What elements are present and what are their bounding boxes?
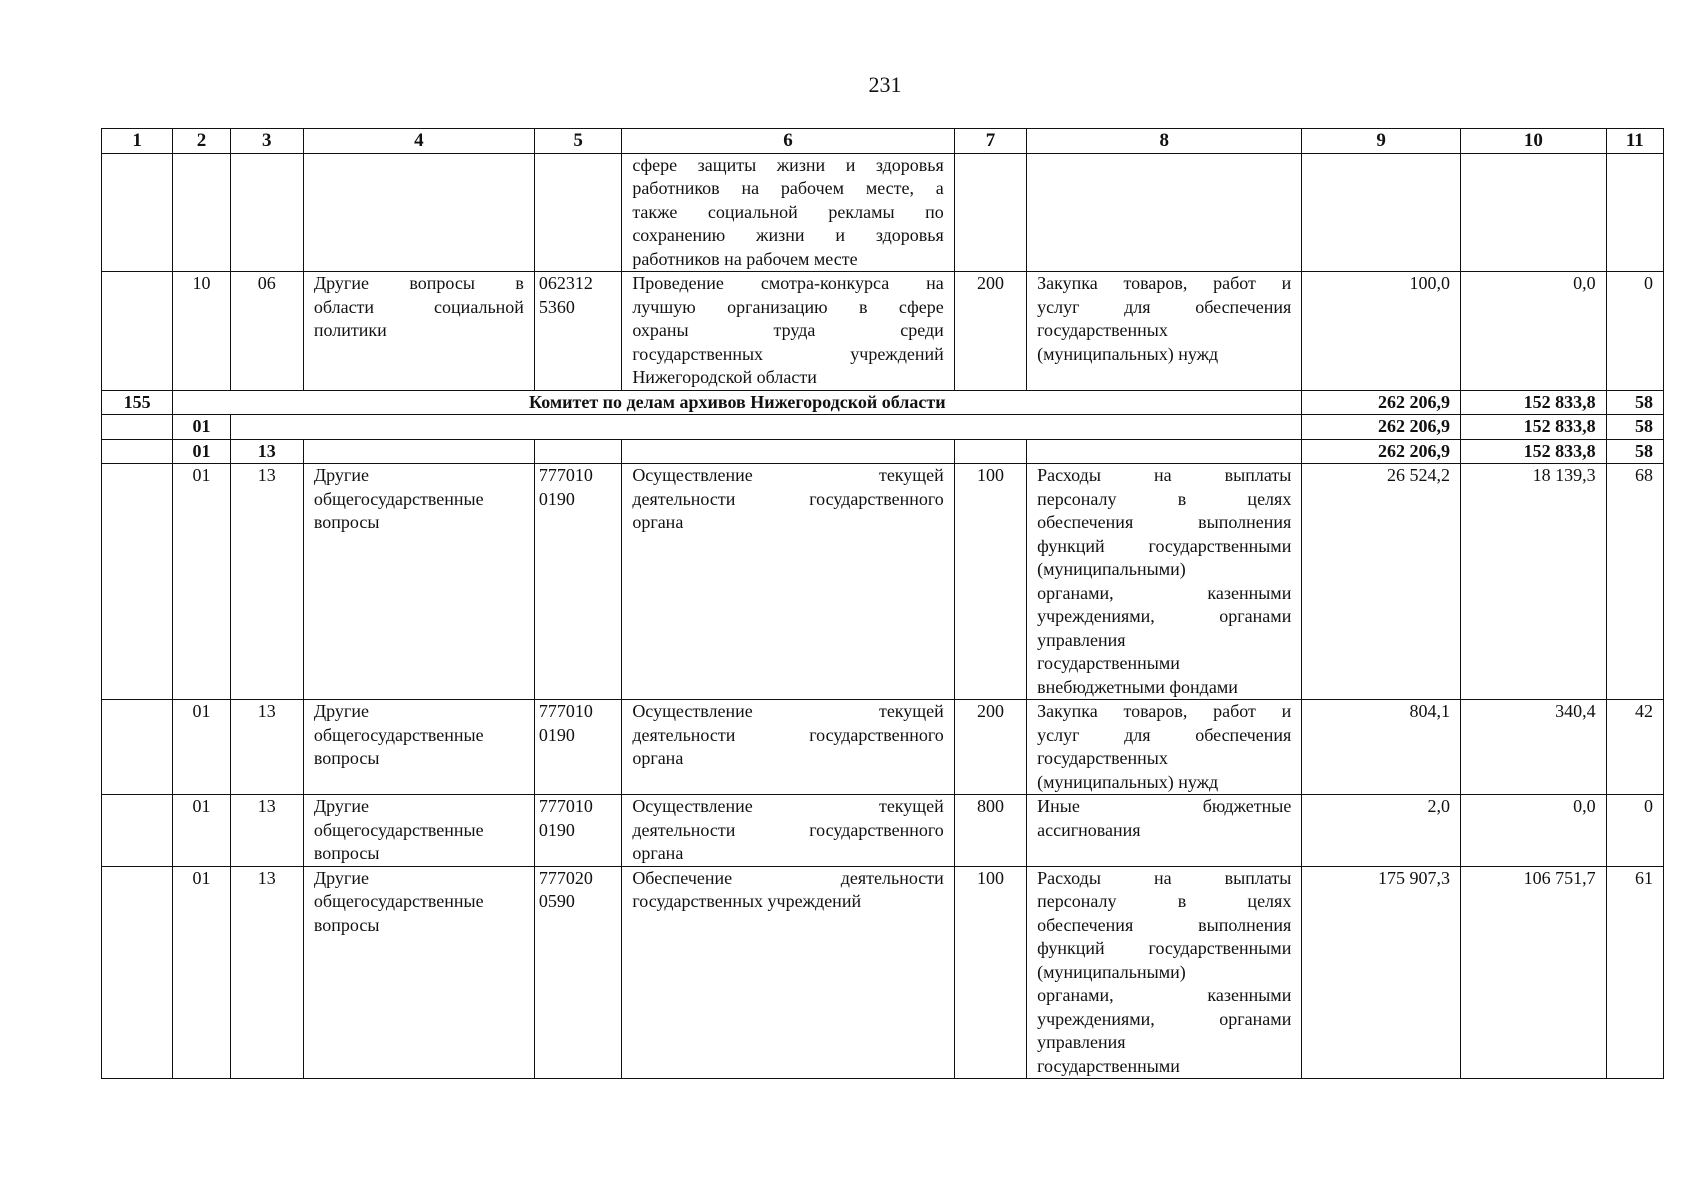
- section-total-row: [102, 415, 1664, 440]
- column-header: 3: [230, 129, 303, 154]
- text-line: (муниципальных) нужд: [1037, 343, 1219, 364]
- target-code-cell: [534, 866, 621, 1079]
- text-line: Расходы на выплаты: [1037, 867, 1292, 888]
- section-name-cell: [303, 795, 534, 867]
- executed-amount: 18 139,3: [1461, 464, 1607, 700]
- text-line: области социальной: [313, 296, 524, 317]
- description-cell: [622, 272, 954, 391]
- text-line: обеспечения выполнения: [1037, 914, 1292, 935]
- execution-percent: 61: [1606, 866, 1663, 1079]
- text-line: государственных: [1037, 748, 1168, 768]
- table-row: [102, 464, 1664, 700]
- executed-amount: 106 751,7: [1461, 866, 1607, 1079]
- section-code: 01: [173, 464, 230, 700]
- department-code: 155: [102, 390, 173, 415]
- text-line: вопросы: [313, 512, 380, 532]
- target-code-cell: [534, 795, 621, 867]
- column-header: 6: [622, 129, 954, 154]
- text-line: государственными: [1037, 653, 1180, 673]
- text-line: вопросы: [313, 914, 380, 935]
- text-line: охраны труда среди: [632, 320, 944, 340]
- text-line: внебюджетными фондами: [1037, 676, 1238, 697]
- page-number: 231: [868, 72, 902, 97]
- section-name-cell: [303, 464, 534, 700]
- text-line: лучшую организацию в сфере: [632, 296, 944, 317]
- department-row: [102, 390, 1664, 415]
- expense-type-code: 800: [954, 795, 1026, 867]
- executed-amount: 152 833,8: [1461, 415, 1607, 440]
- table-row: [102, 700, 1664, 795]
- expense-type-code: 200: [954, 272, 1026, 391]
- text-line: персоналу в целях: [1037, 488, 1292, 509]
- subsection-code: 13: [230, 464, 303, 700]
- text-line: Другие: [313, 465, 369, 485]
- section-code: 10: [173, 272, 230, 391]
- text-line: общегосударственные: [313, 819, 484, 840]
- planned-amount: 175 907,3: [1302, 866, 1461, 1079]
- target-code-cell: [534, 700, 621, 795]
- text-line: услуг для обеспечения: [1037, 724, 1292, 745]
- execution-percent: 58: [1606, 390, 1663, 415]
- execution-percent: 42: [1606, 700, 1663, 795]
- text-line: 777010: [538, 701, 593, 721]
- text-line: Другие вопросы в: [313, 273, 524, 293]
- execution-percent: 0: [1606, 795, 1663, 867]
- text-line: персоналу в целях: [1037, 891, 1292, 911]
- planned-amount: 804,1: [1302, 700, 1461, 795]
- text-line: сфере защиты жизни и здоровья: [632, 154, 944, 175]
- table-header-row: [102, 129, 1664, 154]
- text-line: 777020: [538, 867, 593, 888]
- description-cell: [622, 795, 954, 867]
- section-code: 01: [173, 415, 230, 440]
- description-cell: [622, 464, 954, 700]
- subsection-code: 13: [230, 439, 303, 464]
- section-code: 01: [173, 439, 230, 464]
- executed-amount: 152 833,8: [1461, 439, 1607, 464]
- text-line: функций государственными: [1037, 535, 1292, 556]
- budget-table: [101, 128, 1664, 1079]
- text-line: 777010: [538, 465, 593, 485]
- section-name-cell: [303, 866, 534, 1079]
- text-line: Осуществление текущей: [632, 465, 944, 485]
- section-name-cell: [303, 272, 534, 391]
- text-line: Осуществление текущей: [632, 796, 944, 816]
- column-header: 9: [1302, 129, 1461, 154]
- target-code-cell: [534, 272, 621, 391]
- column-header: 1: [102, 129, 173, 154]
- department-title: Комитет по делам архивов Нижегородской области: [173, 390, 1302, 415]
- text-line: сохранению жизни и здоровья: [632, 225, 944, 245]
- text-line: также социальной рекламы по: [632, 201, 944, 222]
- text-line: государственных учреждений: [632, 891, 862, 911]
- text-line: государственных: [1037, 320, 1168, 340]
- text-line: органа: [632, 748, 684, 768]
- subsection-total-row: [102, 439, 1664, 464]
- description-cell: [622, 153, 954, 272]
- section-code: 01: [173, 866, 230, 1079]
- text-line: политики: [313, 320, 387, 340]
- text-line: 0190: [538, 724, 575, 745]
- table-row: [102, 866, 1664, 1079]
- text-line: органа: [632, 843, 684, 863]
- text-line: общегосударственные: [313, 891, 484, 911]
- execution-percent: 58: [1606, 415, 1663, 440]
- column-header: 5: [534, 129, 621, 154]
- text-line: работников на рабочем месте: [632, 248, 858, 269]
- text-line: Осуществление текущей: [632, 701, 944, 721]
- text-line: Иные бюджетные: [1037, 796, 1292, 816]
- text-line: общегосударственные: [313, 724, 484, 745]
- column-header: 8: [1027, 129, 1302, 154]
- expense-type-name-cell: [1027, 866, 1302, 1079]
- text-line: 062312: [538, 273, 593, 293]
- text-line: органа: [632, 512, 684, 532]
- table-row: [102, 272, 1664, 391]
- text-line: обеспечения выполнения: [1037, 512, 1292, 532]
- text-line: Закупка товаров, работ и: [1037, 701, 1292, 721]
- table-row: [102, 795, 1664, 867]
- text-line: деятельности государственного: [632, 724, 944, 745]
- column-header: 10: [1461, 129, 1607, 154]
- text-line: (муниципальных) нужд: [1037, 771, 1219, 792]
- expense-type-name-cell: [1027, 272, 1302, 391]
- expense-type-name-cell: [1027, 464, 1302, 700]
- text-line: Другие: [313, 796, 369, 816]
- text-line: Нижегородской области: [632, 367, 817, 387]
- text-line: 5360: [538, 296, 575, 317]
- subsection-code: 13: [230, 700, 303, 795]
- subsection-code: 13: [230, 866, 303, 1079]
- planned-amount: 2,0: [1302, 795, 1461, 867]
- text-line: общегосударственные: [313, 488, 484, 509]
- executed-amount: 0,0: [1461, 272, 1607, 391]
- planned-amount: 26 524,2: [1302, 464, 1461, 700]
- table-row: [102, 153, 1664, 272]
- description-cell: [622, 700, 954, 795]
- text-line: органами, казенными: [1037, 582, 1292, 603]
- executed-amount: 340,4: [1461, 700, 1607, 795]
- text-line: государственных учреждений: [632, 343, 944, 364]
- text-line: Расходы на выплаты: [1037, 465, 1292, 485]
- column-header: 7: [954, 129, 1026, 154]
- execution-percent: 0: [1606, 272, 1663, 391]
- expense-type-name-cell: [1027, 700, 1302, 795]
- section-name-cell: [303, 700, 534, 795]
- text-line: 0590: [538, 891, 575, 911]
- section-code: 01: [173, 700, 230, 795]
- text-line: государственными: [1037, 1055, 1180, 1076]
- description-cell: [622, 866, 954, 1079]
- executed-amount: 152 833,8: [1461, 390, 1607, 415]
- text-line: Другие: [313, 867, 369, 888]
- section-code: 01: [173, 795, 230, 867]
- planned-amount: 262 206,9: [1302, 415, 1461, 440]
- expense-type-code: 100: [954, 464, 1026, 700]
- expense-type-code: 200: [954, 700, 1026, 795]
- column-header: 4: [303, 129, 534, 154]
- text-line: управления: [1037, 1032, 1126, 1052]
- text-line: Другие: [313, 701, 369, 721]
- text-line: работников на рабочем месте, а: [632, 178, 944, 198]
- expense-type-name-cell: [1027, 795, 1302, 867]
- text-line: органами, казенными: [1037, 985, 1292, 1005]
- text-line: 0190: [538, 819, 575, 840]
- text-line: (муниципальными): [1037, 961, 1186, 982]
- expense-type-code: 100: [954, 866, 1026, 1079]
- text-line: (муниципальными): [1037, 559, 1186, 579]
- text-line: деятельности государственного: [632, 819, 944, 840]
- text-line: 0190: [538, 488, 575, 509]
- text-line: функций государственными: [1037, 938, 1292, 958]
- planned-amount: 262 206,9: [1302, 439, 1461, 464]
- execution-percent: 58: [1606, 439, 1663, 464]
- text-line: услуг для обеспечения: [1037, 296, 1292, 317]
- text-line: Проведение смотра-конкурса на: [632, 273, 944, 293]
- text-line: вопросы: [313, 843, 380, 863]
- column-header: 2: [173, 129, 230, 154]
- text-line: учреждениями, органами: [1037, 606, 1292, 626]
- text-line: управления: [1037, 629, 1126, 650]
- text-line: Обеспечение деятельности: [632, 867, 944, 888]
- target-code-cell: [534, 464, 621, 700]
- subsection-code: 06: [230, 272, 303, 391]
- text-line: деятельности государственного: [632, 488, 944, 509]
- text-line: ассигнования: [1037, 819, 1141, 840]
- execution-percent: 68: [1606, 464, 1663, 700]
- planned-amount: 100,0: [1302, 272, 1461, 391]
- subsection-code: 13: [230, 795, 303, 867]
- text-line: 777010: [538, 796, 593, 816]
- text-line: Закупка товаров, работ и: [1037, 273, 1292, 293]
- planned-amount: 262 206,9: [1302, 390, 1461, 415]
- text-line: вопросы: [313, 748, 380, 768]
- column-header: 11: [1606, 129, 1663, 154]
- executed-amount: 0,0: [1461, 795, 1607, 867]
- text-line: учреждениями, органами: [1037, 1008, 1292, 1029]
